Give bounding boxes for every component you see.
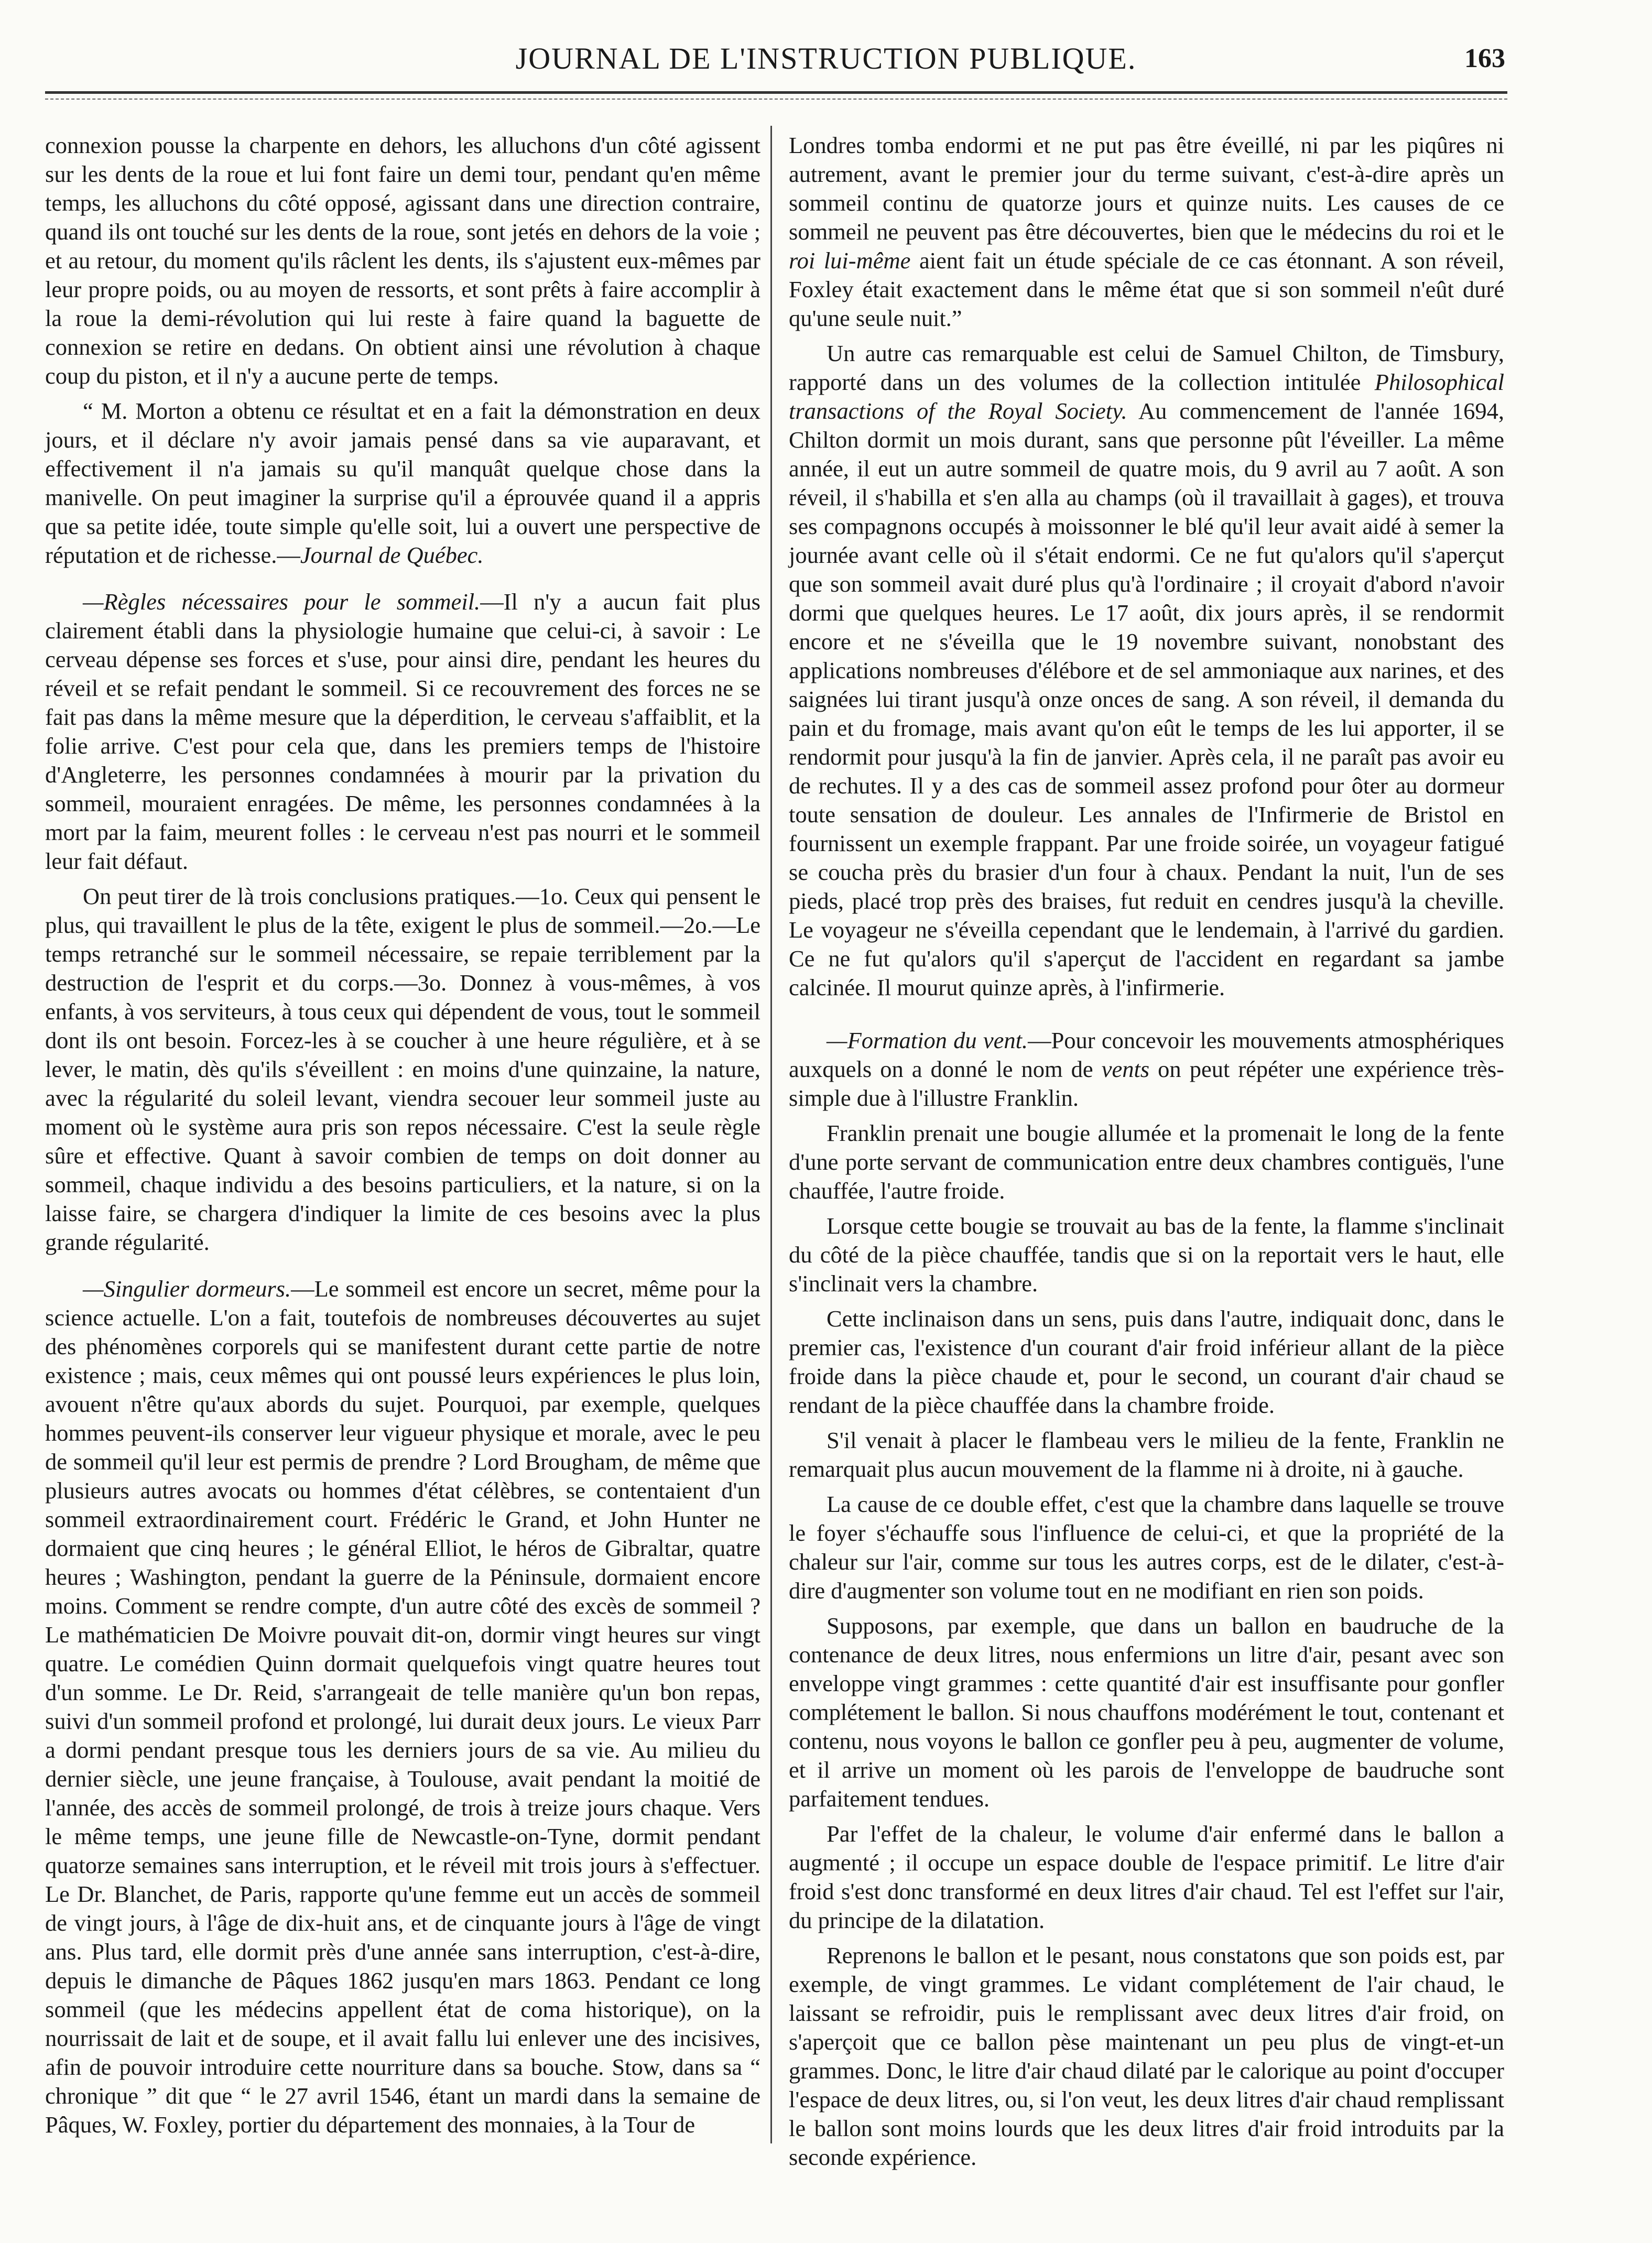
- italic-phrase: roi lui-même: [789, 247, 911, 274]
- source-citation: Journal de Québec.: [300, 542, 484, 568]
- publication-title: Philosophical transactions of the Royal Society.: [789, 369, 1504, 424]
- italic-phrase: vents: [1101, 1056, 1150, 1082]
- paragraph-text: Un autre cas remarquable est celui de Samuel Chilton, de Timsbury, rapporté dans un des volumes de la collection intitulée: [789, 340, 1504, 395]
- paragraph-text: —Il n'y a aucun fait plus clairement établi dans la physiologie humaine que celui-ci, à savoir : Le cerveau dépense ses forces et s'use, pour ainsi dire, pendant les heures du réveil et se refait pendant le sommeil. Si ce recouvrement des forces ne se fait pas dans la même mesure que la déperdition, le cerveau s'affaiblit, et la folie arrive. C'est pour cela que, dans les premiers temps de l'histoire d'Angleterre, les personnes condamnées à mourir par la privation du sommeil, mouraient enragées. De même, les personnes condamnées à la mort par la faim, meurent folles : le cerveau n'est pas nourri et le sommeil leur fait défaut.: [45, 589, 760, 874]
- paragraph-text: on peut répéter une expérience très-simple due à l'illustre Franklin.: [789, 1056, 1504, 1111]
- header-rule-dashed: [45, 99, 1507, 100]
- paragraph: [45, 587, 760, 876]
- paragraph: connexion pousse la charpente en dehors, les alluchons d'un côté agissent sur les dents de la roue et lui font faire un demi tour, pendant qu'en même temps, les alluchons du côté opposé, agissant dans une direction contraire, quand ils ont touché sur les dents de la roue, sont jetés en dehors de la voie ; et au retour, du moment qu'ils râclent les dents, ils s'ajustent eux-mêmes par leur propre poids, ou au moyen de ressorts, et sont prêts à faire accomplir à la roue la demi-révolution qui lui reste à faire quand la baguette de connexion se retire en dedans. On obtient ainsi une révolution à chaque coup du piston, et il n'y a aucune perte de temps.: [45, 132, 760, 389]
- section-heading: —Formation du vent.: [827, 1027, 1028, 1053]
- paragraph-text: Londres tomba endormi et ne put pas être éveillé, ni par les piqûres ni autrement, avant le premier jour du terme suivant, c'est-à-dire après un sommeil continu de quatorze jours et quinze nuits. Les causes de ce sommeil ne peuvent pas être découvertes, bien que le médecins du roi et le: [789, 132, 1504, 245]
- paragraph: On peut tirer de là trois conclusions pratiques.—1o. Ceux qui pensent le plus, qui travaillent le plus de la tête, exigent le plus de sommeil.—2o.—Le temps retranché sur le sommeil nécessaire, se repaie terriblement par la destruction de l'esprit et du corps.—3o. Donnez à vous-mêmes, à vos enfants, à vos serviteurs, à tous ceux qui dépendent de vous, tout le sommeil dont ils ont besoin. Forcez-les à se coucher à une heure régulière, et à se lever, le matin, dès qu'ils s'éveillent : en moins d'une quinzaine, la nature, avec la régularité du soleil levant, viendra secouer leur sommeil juste au moment où le système aura pris son repos nécessaire. C'est la seule règle sûre et effective. Quant à savoir combien de temps on doit donner au sommeil, chaque individu a des besoins particuliers, et la nature, si on la laisse faire, se chargera d'indiquer la limite de ces besoins avec la plus grande régularité.: [45, 883, 760, 1255]
- running-head: [0, 37, 1652, 89]
- paragraph: Par l'effet de la chaleur, le volume d'air enfermé dans le ballon a augmenté ; il occupe un espace double de l'espace primitif. Le litre d'air froid s'est donc transformé en deux litres d'air chaud. Tel est l'effet sur l'air, du principe de la dilatation.: [789, 1821, 1504, 1933]
- header-rule: [45, 91, 1507, 94]
- paragraph: [45, 397, 760, 570]
- paragraph: S'il venait à placer le flambeau vers le milieu de la fente, Franklin ne remarquait plus aucun mouvement de la flamme ni à droite, ni à gauche.: [789, 1427, 1504, 1482]
- paragraph: Cette inclinaison dans un sens, puis dans l'autre, indiquait donc, dans le premier cas, l'existence d'un courant d'air froid inférieur allant de la pièce froide dans la pièce chaude et, pour le second, un courant d'air chaud se rendant de la pièce chauffée dans la chambre froide.: [789, 1305, 1504, 1418]
- page-number: 163: [1464, 43, 1505, 73]
- paragraph: Supposons, par exemple, que dans un ballon en baudruche de la contenance de deux litres, nous enfermions un litre d'air, pesant avec son enveloppe vingt grammes : cette quantité d'air est insuffisante pour gonfler complétement le ballon. Si nous chauffons modérément le tout, contenant et contenu, nous voyons le ballon ce gonfler peu à peu, augmenter de volume, et il arrive un moment où les parois de l'enveloppe de baudruche sont parfaitement tendues.: [789, 1613, 1504, 1812]
- left-column: [45, 131, 760, 2138]
- paragraph: [789, 131, 1504, 333]
- section-heading: —Singulier dormeurs.: [83, 1276, 291, 1302]
- paragraph: Reprenons le ballon et le pesant, nous constatons que son poids est, par exemple, de vingt grammes. Le vidant complétement de l'air chaud, le laissant se refroidir, puis le remplissant avec deux litres d'air froid, on s'aperçoit que ce ballon pèse maintenant un peu plus de vingt-et-un grammes. Donc, le litre d'air chaud dilaté par le calorique au point d'occuper l'espace de deux litres, ou, si l'on veut, les deux litres d'air chaud remplissant le ballon sont moins lourds que les deux litres d'air froid introduits par la seconde expérience.: [789, 1942, 1504, 2170]
- paragraph: [45, 1275, 760, 2139]
- paragraph: [789, 1026, 1504, 1113]
- right-column: [789, 131, 1504, 2170]
- paragraph-text: —Le sommeil est encore un secret, même pour la science actuelle. L'on a fait, toutefois de nombreuses découvertes au sujet des phénomènes corporels qui se manifestent durant cette partie de notre existence ; mais, ceux mêmes qui ont poussé leurs expériences le plus loin, avouent n'être qu'aux abords du sujet. Pourquoi, par exemple, quelques hommes peuvent-ils conserver leur vigueur physique et morale, avec le peu de sommeil qu'il leur est permis de prendre ? Lord Brougham, de même que plusieurs autres avocats ou hommes d'état célèbres, se contentaient d'un sommeil extraordinairement court. Frédéric le Grand, et John Hunter ne dormaient que cinq heures ; le général Elliot, le héros de Gibraltar, quatre heures ; Washington, pendant la guerre de la Péninsule, dormaient encore moins. Comment se rendre compte, d'un autre côté des excès de sommeil ? Le mathématicien De Moivre pouvait dit-on, dormir vingt heures sur vingt quatre. Le comédien Quinn dormait quelquefois vingt quatre heures tout d'un somme. Le Dr. Reid, s'arrangeait de telle manière qu'un bon repas, suivi d'un sommeil profond et prolongé, lui durait deux jours. Le vieux Parr a dormi pendant presque tous les derniers jours de sa vie. Au milieu du dernier siècle, une jeune française, à Toulouse, avait pendant la moitié de l'année, des accès de sommeil prolongé, de trois à treize jours chaque. Vers le même temps, une jeune fille de Newcastle-on-Tyne, dormit pendant quatorze semaines sans interruption, et le réveil mit trois jours à s'effectuer. Le Dr. Blanchet, de Paris, rapporte qu'une femme eut un accès de sommeil de vingt jours, à l'âge de dix-huit ans, et de cinquante jours à l'âge de vingt ans. Plus tard, elle dormit près d'une année sans interruption, c'est-à-dire, depuis le dimanche de Pâques 1862 jusqu'en mars 1863. Pendant ce long sommeil (que les médecins appellent état de coma historique), on la nourrissait de lait et de soupe, et il avait fallu lui enlever une des incisives, afin de pouvoir introduire cette nourriture dans sa bouche. Stow, dans sa “ chronique ” dit que “ le 27 avril 1546, étant un mardi dans la semaine de Pâques, W. Foxley, portier du département des monnaies, à la Tour de: [45, 1276, 760, 2138]
- paragraph: [789, 339, 1504, 1002]
- section-heading: —Règles nécessaires pour le sommeil.: [83, 589, 481, 615]
- paragraph-text: “ M. Morton a obtenu ce résultat et en a fait la démonstration en deux jours, et il déclare n'y avoir jamais pensé dans sa vie auparavant, et effectivement il n'a jamais su qu'il manquât quelque chose dans la manivelle. On peut imaginer la surprise qu'il a éprouvée quand il a appris que sa petite idée, toute simple qu'elle soit, lui a ouvert une perspective de réputation et de richesse.—: [45, 398, 760, 568]
- paragraph: Lorsque cette bougie se trouvait au bas de la fente, la flamme s'inclinait du côté de la pièce chauffée, tandis que si on la reportait vers le haut, elle s'inclinait vers la chambre.: [789, 1213, 1504, 1297]
- column-divider: [770, 126, 772, 2143]
- paragraph-text: aient fait un étude spéciale de ce cas étonnant. A son réveil, Foxley était exactement dans le même état que si son sommeil n'eût duré qu'une seule nuit.”: [789, 247, 1504, 331]
- paragraph-text: Au commencement de l'année 1694, Chilton dormit un mois durant, sans que personne pût l'éveiller. La même année, il eut un autre sommeil de quatre mois, du 9 avril au 7 août. A son réveil, il s'habilla et s'en alla au champs (où il travaillait à gages), et trouva ses compagnons occupés à moissonner le blé qu'il leur avait aidé à semer la journée avant celle où il s'était endormi. Ce ne fut qu'alors qu'il s'aperçut que son sommeil avait duré plus qu'à l'ordinaire ; il croyait d'abord n'avoir dormi que quelques heures. Le 17 août, dix jours après, il se rendormit encore et ne s'éveilla que le 19 novembre suivant, nonobstant des applications nombreuses d'élébore et de sel ammoniaque aux narines, et des saignées lui tirant jusqu'à onze onces de sang. A son réveil, il demanda du pain et du fromage, mais avant qu'on eût le temps de les lui apporter, il se rendormit pour jusqu'à la fin de janvier. Après cela, il ne paraît pas avoir eu de rechutes. Il y a des cas de sommeil assez profond pour ôter au dormeur toute sensation de douleur. Les annales de l'Infirmerie de Bristol en fournissent un exemple frappant. Par une froide soirée, un voyageur fatigué se coucha près du brasier d'un four à chaux. Pendant la nuit, l'un de ses pieds, placé trop près des braises, fut reduit en cendres jusqu'à la cheville. Le voyageur ne s'éveilla cependant que le lendemain, à l'arrivé du gardien. Ce ne fut qu'alors qu'il s'aperçut de l'accident en regardant sa jambe calcinée. Il mourut quinze après, à l'infirmerie.: [789, 398, 1504, 1000]
- journal-title: JOURNAL DE L'INSTRUCTION PUBLIQUE.: [515, 41, 1137, 75]
- paragraph: Franklin prenait une bougie allumée et la promenait le long de la fente d'une porte servant de communication entre deux chambres contiguës, l'une chauffée, l'autre froide.: [789, 1120, 1504, 1204]
- paragraph: La cause de ce double effet, c'est que la chambre dans laquelle se trouve le foyer s'échauffe sous l'influence de celui-ci, et que la propriété de la chaleur sur l'air, comme sur tous les autres corps, est de le dilater, c'est-à-dire d'augmenter son volume tout en ne modifiant en rien son poids.: [789, 1491, 1504, 1604]
- paragraph-text: —Pour concevoir les mouvements atmosphériques auxquels on a donné le nom de: [789, 1027, 1504, 1082]
